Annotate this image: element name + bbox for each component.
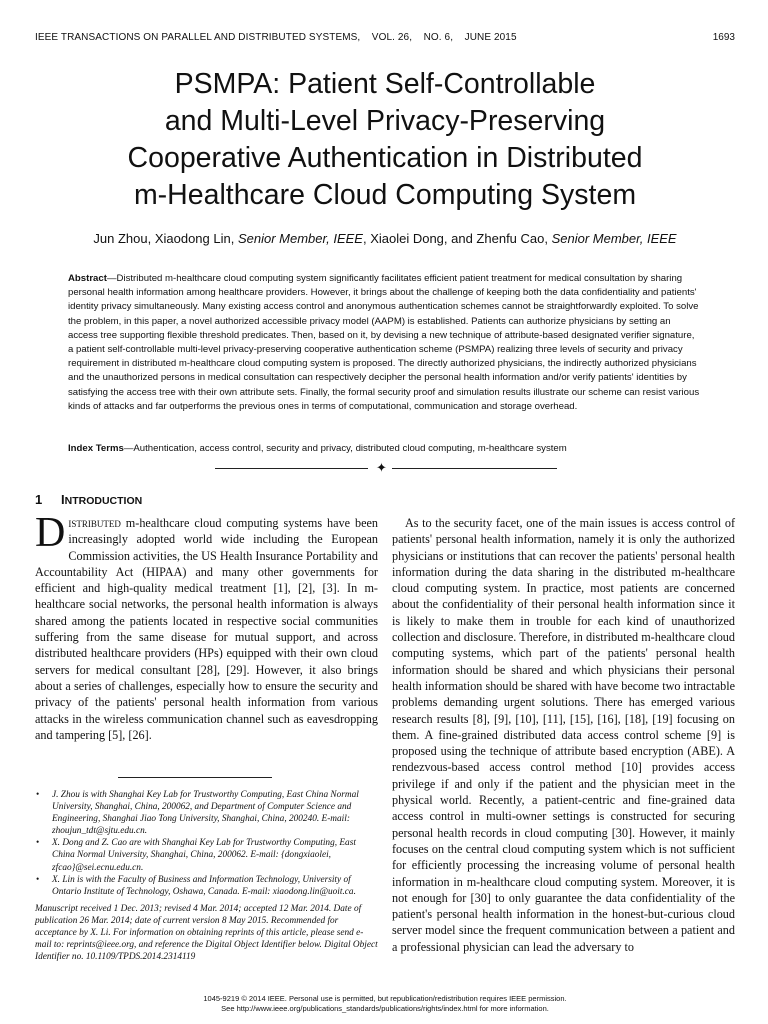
- footnote-rule: [118, 777, 272, 778]
- copyright-line-2: See http://www.ieee.org/publications_standards/publications/rights/index.html for more information.: [221, 1004, 549, 1013]
- page-number: 1693: [712, 32, 735, 43]
- paper-title: [40, 66, 730, 214]
- title-line-1: PSMPA: Patient Self-Controllable: [174, 68, 596, 100]
- footnote-bullet: •: [36, 838, 40, 849]
- body-left-text: m-healthcare cloud computing systems have been increasingly adopted world wide including the European Commission activities, the US Health Insurance Portability and Accountability Act (HIPAA) and many other governments for efficient and high-quality medical treatment [1], [2], [3]. In m-healthcare social networks, the personal health information is always shared among the patients located in respective social communities suffering from the same disease for mutual support, and across distributed healthcare providers (HPs) equipped with their own cloud servers for medical consultant [28], [29]. However, it also brings about a series of challenges, especially how to ensure the security and privacy of the patients' personal health information from various attacks in the wireless communication channel such as eavesdropping and tampering [5], [26].: [35, 516, 378, 742]
- footnote-affiliation-1: [35, 789, 378, 837]
- body-right-text: As to the security facet, one of the main issues is access control of patients' personal health information, namely it is only the authorized physicians or institutions that can recover the patients' personal health information during the data sharing in the distributed m-healthcare cloud computing system. In practice, most patients are concerned about the confidentiality of their personal health information since it is likely to make them in trouble for each kind of unauthorized collection and disclosure. Therefore, in distributed m-healthcare cloud computing systems, which part of the patients' personal health information should be shared and which physicians their personal health information should be shared with have become two intractable problems demanding urgent solutions. There has emerged various research results [8], [9], [10], [11], [15], [16], [18], [19] focusing on them. A fine-grained distributed data access control scheme [9] is proposed using the technique of attribute based encryption (ABE). A rendezvous-based access control method [10] provides access privilege if and only if the patient and the physician meet in the physical world. Recently, a patient-centric and fine-grained data access control in multi-owner settings is constructed for securing personal health records in cloud computing [30]. However, it mainly focuses on the central cloud computing system which is not sufficient for efficiently processing the increasing volume of personal health information in m-healthcare cloud computing system. Moreover, it is not enough for [30] to only guarantee the data confidentiality of the patient's personal health information in the honest-but-curious cloud server model since the frequent communication between a patient and a professional physician can lead the adversary to: [392, 516, 735, 954]
- footnote-text: X. Dong and Z. Cao are with Shanghai Key Lab for Trustworthy Computing, East China Normal University, Shanghai, China, 200062. E-mail: {dongxiaolei, zfcao}@sei.ecnu.edu.cn.: [52, 838, 356, 873]
- author-group-2: , Xiaolei Dong, and Zhenfu Cao,: [362, 231, 552, 246]
- section-title-rest: NTRODUCTION: [64, 495, 143, 507]
- footnote-text: J. Zhou is with Shanghai Key Lab for Trustworthy Computing, East China Normal University, Shanghai, China, 200062, and Department of Computer Science and Engineering, Shanghai Jiao Tong University, Shanghai, China, 200240. E-mail: zhoujun_tdt@sjtu.edu.cn.: [52, 790, 359, 837]
- separator-rule-left: [215, 468, 368, 469]
- footnote-affiliation-2: [35, 837, 378, 873]
- abstract: [68, 272, 702, 414]
- copyright-line-1: 1045-9219 © 2014 IEEE. Personal use is permitted, but republication/redistribution requires IEEE permission.: [203, 994, 567, 1003]
- index-terms-label: Index Terms: [68, 443, 124, 454]
- abstract-text: Distributed m-healthcare cloud computing system significantly facilitates efficient patient treatment for medical consultation by sharing personal health information among healthcare providers. However, it brings about the challenge of keeping both the data confidentiality and patients' identity privacy simultaneously. Many existing access control and anonymous authentication schemes cannot be straightforwardly exploited. To solve the problem, in this paper, a novel authorized accessible privacy model (AAPM) is established. Patients can authorize physicians by setting an access tree supporting flexible threshold predicates. Then, based on it, by devising a new technique of attribute-based designated verifier signature, a patient self-controllable multi-level privacy-preserving cooperative authentication scheme (PSMPA) realizing three levels of security and privacy requirement in distributed m-healthcare cloud computing system is proposed. The directly authorized physicians, the indirectly authorized physicians and the unauthorized persons in medical consultation can respectively decipher the personal health information and/or verify patients' identities by satisfying the access tree with their own attribute sets. Finally, the formal security proof and simulation results illustrate our scheme can resist various kinds of attacks and far outperforms the previous ones in terms of computational, communication and storage overhead.: [68, 273, 700, 412]
- footnote-bullet: •: [36, 790, 40, 800]
- drop-cap: D: [35, 510, 66, 556]
- footnote-text: X. Lin is with the Faculty of Business and Information Technology, University of Ontario Institute of Technology, Oshawa, Canada. E-mail: xiaodong.lin@uoit.ca.: [52, 874, 356, 897]
- abstract-dash: —: [106, 273, 117, 284]
- lead-smallcaps: istributed: [68, 516, 121, 530]
- author-1-title: Senior Member, IEEE: [237, 231, 363, 246]
- index-terms-dash: —: [123, 443, 134, 454]
- body-right-column: [392, 515, 735, 955]
- separator-rule-right: [392, 468, 557, 469]
- author-group-1: Jun Zhou, Xiaodong Lin,: [93, 231, 238, 246]
- title-line-3: Cooperative Authentication in Distributed: [127, 142, 643, 174]
- running-head: IEEE TRANSACTIONS ON PARALLEL AND DISTRIBUTED SYSTEMS, VOL. 26, NO. 6, JUNE 2015: [35, 32, 517, 43]
- title-line-2: and Multi-Level Privacy-Preserving: [164, 105, 606, 137]
- author-list: [30, 231, 740, 246]
- footnote-affiliation-3: [35, 874, 378, 898]
- index-terms: [68, 443, 702, 454]
- footnotes: [35, 789, 378, 963]
- body-left-column: [35, 510, 378, 743]
- section-number: 1: [35, 492, 43, 507]
- separator-diamond-icon: ✦: [376, 460, 387, 475]
- author-2-title: Senior Member, IEEE: [551, 231, 677, 246]
- abstract-label: Abstract: [68, 273, 107, 284]
- section-heading: [35, 492, 142, 507]
- title-line-4: m-Healthcare Cloud Computing System: [133, 179, 637, 211]
- section-title-initial: I: [61, 492, 65, 507]
- copyright-notice: [40, 994, 730, 1014]
- index-terms-text: Authentication, access control, security and privacy, distributed cloud computing, m-healthcare system: [133, 443, 567, 454]
- footnote-bullet: •: [36, 874, 40, 885]
- manuscript-info: Manuscript received 1 Dec. 2013; revised 4 Mar. 2014; accepted 12 Mar. 2014. Date of publication 26 Mar. 2014; date of current version 8 May 2015. Recommended for acceptance by X. Li. For information on obtaining reprints of this article, please send e-mail to: reprints@ieee.org, and reference the Digital Object Identifier below. Digital Object Identifier no. 10.1109/TPDS.2014.2314119: [35, 903, 378, 963]
